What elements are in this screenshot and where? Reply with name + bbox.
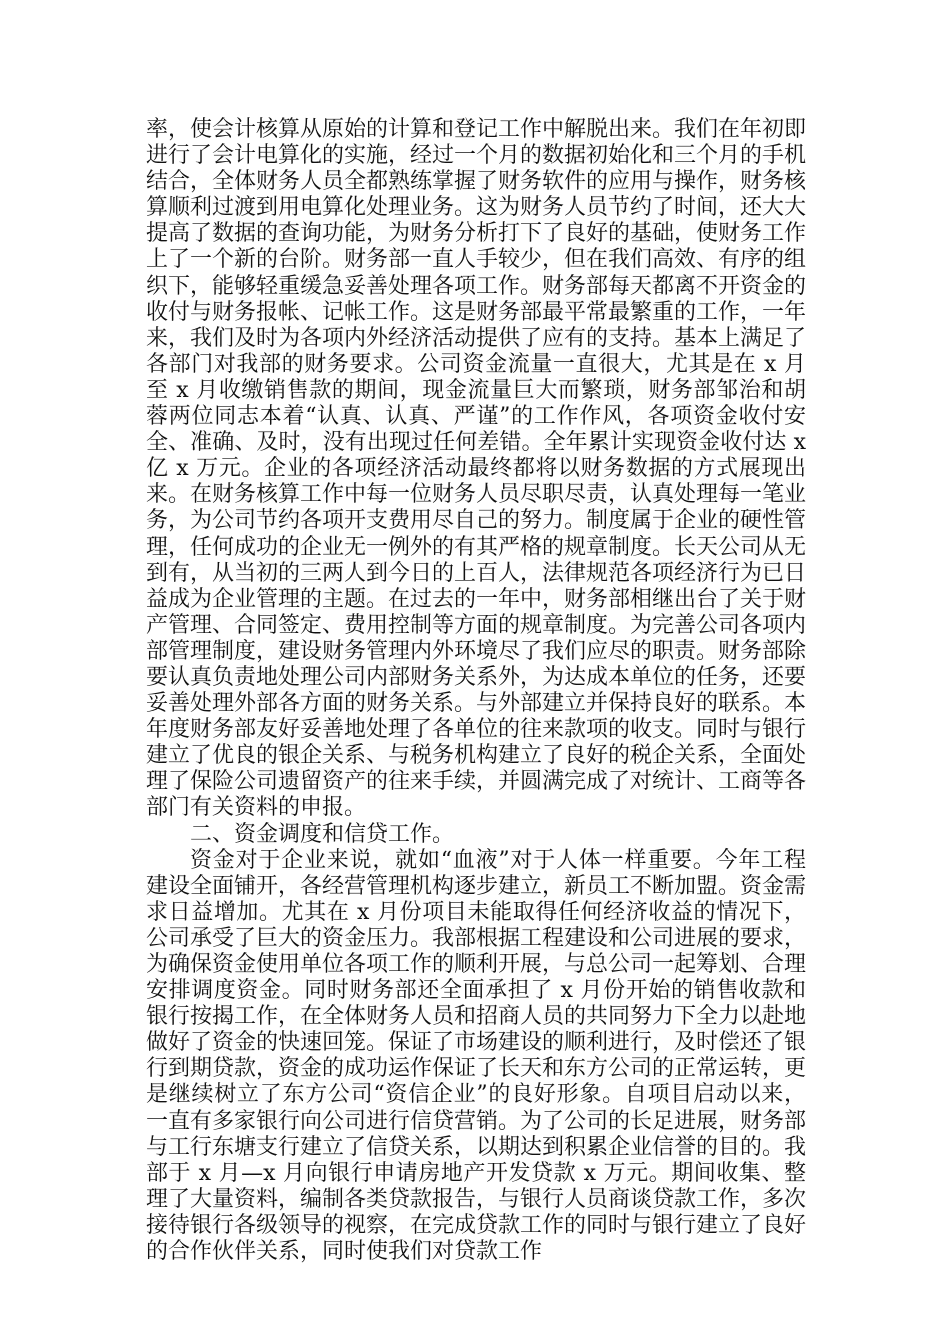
paragraph-fund-scheduling: 资金对于企业来说，就如“血液”对于人体一样重要。今年工程建设全面铺开，各经营管理机构逐步建立，新员工不断加盟。资金需求日益增加。尤其在 x 月份项目未能取得任何经济收益的情况下，公司承受了巨大的资金压力。我部根据工程建设和公司进展的要求，为确保资金使用单位各项工作的顺利开展，与总公司一起筹划、合理安排调度资金。同时财务部还全面承担了 x 月份开始的销售收款和银行按揭工作，在全体财务人员和招商人员的共同努力下全力以赴地做好了资金的快速回笼。保证了市场建设的顺利进行，及时偿还了银行到期贷款，资金的成功运作保证了长天和东方公司的正常运转，更是继续树立了东方公司“资信企业”的良好形象。自项目启动以来，一直有多家银行向公司进行信贷营销。为了公司的长足进展，财务部与工行东塘支行建立了信贷关系，以期达到积累企业信誉的目的。我部于 x 月—x 月向银行申请房地产开发贷款 x 万元。期间收集、整理了大量资料，编制各类贷款报告，与银行人员商谈贷款工作，多次接待银行各级领导的视察，在完成贷款工作的同时与银行建立了良好的合作伙伴关系，同时使我们对贷款工作: [146, 847, 807, 1265]
section-heading-fund-scheduling: 二、资金调度和信贷工作。: [190, 821, 455, 847]
document-body: [146, 117, 806, 1265]
paragraph-finance-accounting: 率，使会计核算从原始的计算和登记工作中解脱出来。我们在年初即进行了会计电算化的实施，经过一个月的数据初始化和三个月的手机结合，全体财务人员全都熟练掌握了财务软件的应用与操作，财务核算顺利过渡到用电算化处理业务。这为财务人员节约了时间，还大大提高了数据的查询功能，为财务分析打下了良好的基础，使财务工作上了一个新的台阶。财务部一直人手较少，但在我们高效、有序的组织下，能够轻重缓急妥善处理各项工作。财务部每天都离不开资金的收付与财务报帐、记帐工作。这是财务部最平常最繁重的工作，一年来，我们及时为各项内外经济活动提供了应有的支持。基本上满足了各部门对我部的财务要求。公司资金流量一直很大，尤其是在 x 月至 x 月收缴销售款的期间，现金流量巨大而繁琐，财务部邹治和胡蓉两位同志本着“认真、认真、严谨”的工作作风，各项资金收付安全、准确、及时，没有出现过任何差错。全年累计实现资金收付达 x 亿 x 万元。企业的各项经济活动最终都将以财务数据的方式展现出来。在财务核算工作中每一位财务人员尽职尽责，认真处理每一笔业务，为公司节约各项开支费用尽自己的努力。制度属于企业的硬性管理，任何成功的企业无一例外的有其严格的规章制度。长天公司从无到有，从当初的三两人到今日的上百人，法律规范各项经济行为已日益成为企业管理的主题。在过去的一年中，财务部相继出台了关于财产管理、合同签定、费用控制等方面的规章制度。为完善公司各项内部管理制度，建设财务管理内外环境尽了我们应尽的职责。财务部除要认真负责地处理公司内部财务关系外，为达成本单位的任务，还要妥善处理外部各方面的财务关系。与外部建立并保持良好的联系。本年度财务部友好妥善地处理了各单位的往来款项的收支。同时与银行建立了优良的银企关系、与税务机构建立了良好的税企关系，全面处理了保险公司遗留资产的往来手续，并圆满完成了对统计、工商等各部门有关资料的申报。: [146, 117, 807, 821]
